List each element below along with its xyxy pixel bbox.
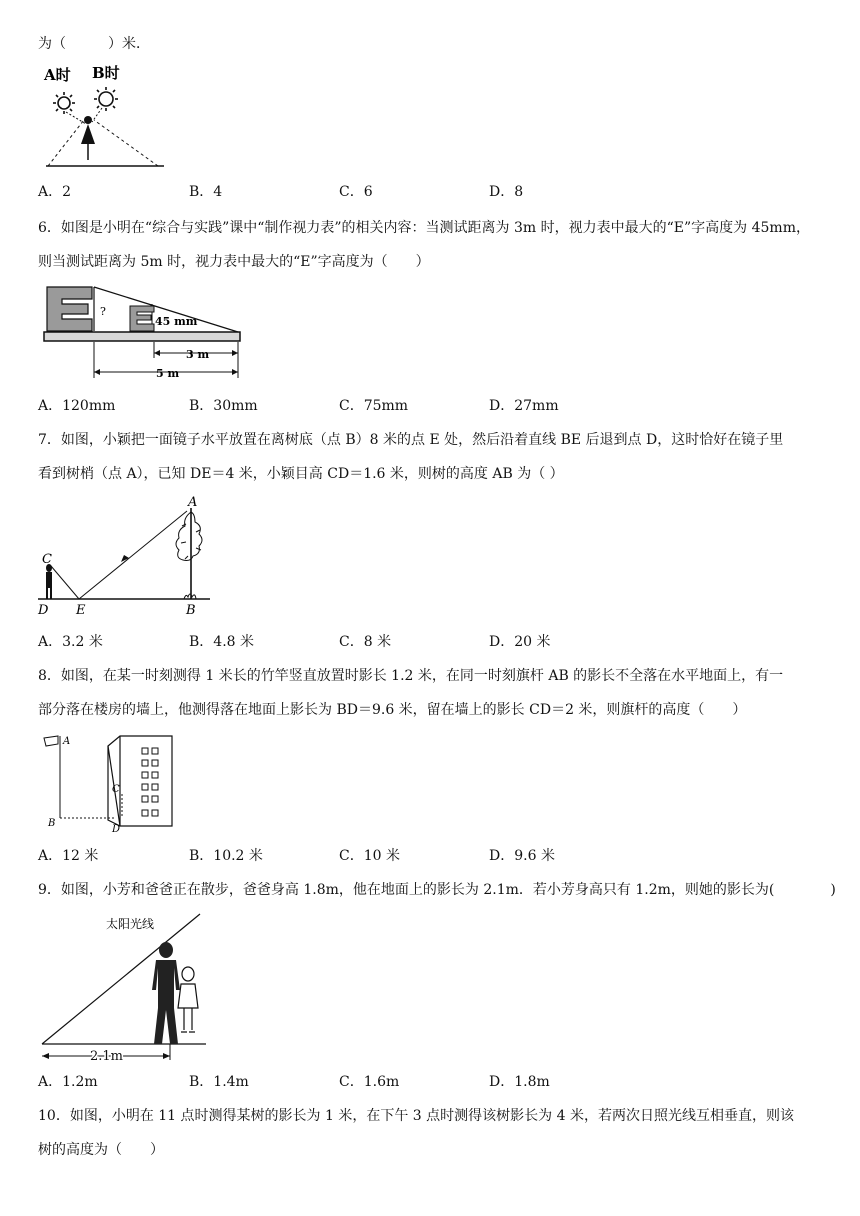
- q7-label-c: C: [42, 552, 52, 567]
- q5-option-d[interactable]: D．8: [489, 184, 524, 200]
- person-head-icon: [84, 116, 92, 124]
- flag-icon: [44, 736, 58, 746]
- daughter-icon: [178, 967, 198, 1032]
- building-icon: [108, 736, 172, 826]
- q6-option-a[interactable]: A．120mm: [38, 398, 116, 414]
- q6-figure: [42, 282, 246, 382]
- q10-stem-line1: 10．如图，小明在 11 点时测得某树的影长为 1 米，在下午 3 点时测得该树影长为 4 米，若两次日照光线互相垂直，则该: [38, 1108, 794, 1124]
- q5-figure: [40, 64, 170, 172]
- q6-option-c[interactable]: C．75mm: [339, 398, 409, 414]
- q7-label-e: E: [76, 603, 86, 618]
- q9-figure: [38, 910, 210, 1064]
- q9-option-b[interactable]: B．1.4m: [189, 1074, 249, 1090]
- q9-option-d[interactable]: D．1.8m: [489, 1074, 550, 1090]
- q5-option-c[interactable]: C．6: [339, 184, 373, 200]
- q8-label-b: B: [48, 818, 56, 829]
- q5-option-b[interactable]: B．4: [189, 184, 223, 200]
- q7-option-d[interactable]: D．20 米: [489, 634, 551, 650]
- q8-option-c[interactable]: C．10 米: [339, 848, 400, 864]
- q5-label-b: B时: [92, 64, 120, 82]
- q8-options: [38, 846, 838, 866]
- q7-figure: [36, 492, 216, 620]
- q8-label-c: C: [112, 784, 120, 795]
- q7-stem-line1: 7．如图，小颖把一面镜子水平放置在离树底（点 B）8 米的点 E 处，然后沿着直线 BE 后退到点 D，这时恰好在镜子里: [38, 432, 784, 448]
- q7-label-b: B: [186, 603, 196, 618]
- q6-options: [38, 396, 838, 416]
- q8-label-a: A: [63, 736, 71, 747]
- q8-option-a[interactable]: A．12 米: [38, 848, 99, 864]
- q7-option-a[interactable]: A．3.2 米: [38, 634, 103, 650]
- q9-stem-line1: 9．如图，小芳和爸爸正在散步，爸爸身高 1.8m，他在地面上的影长为 2.1m．若小芳身高只有 1.2m，则她的影长为( ): [38, 882, 836, 898]
- q7-options: [38, 632, 838, 652]
- q7-label-a: A: [188, 495, 198, 510]
- q7-option-c[interactable]: C．8 米: [339, 634, 392, 650]
- q5-options: [38, 182, 838, 202]
- q6-d1-label: 3 m: [186, 348, 210, 361]
- father-icon: [152, 942, 180, 1044]
- person-body-icon: [81, 124, 95, 144]
- q9-shadow-label: 2.1m: [90, 1049, 124, 1064]
- q6-unknown-label: ?: [100, 305, 106, 318]
- windows: [142, 748, 158, 816]
- small-e-letter: [130, 306, 154, 331]
- q8-option-b[interactable]: B．10.2 米: [189, 848, 263, 864]
- q9-option-c[interactable]: C．1.6m: [339, 1074, 400, 1090]
- tree-icon: [176, 508, 202, 599]
- q5-option-a[interactable]: A．2: [38, 184, 72, 200]
- q10-stem-line2: 树的高度为（ ）: [38, 1142, 164, 1158]
- q6-d2-label: 5 m: [156, 367, 180, 380]
- q6-option-b[interactable]: B．30mm: [189, 398, 258, 414]
- q8-label-d: D: [112, 824, 121, 835]
- q7-option-b[interactable]: B．4.8 米: [189, 634, 255, 650]
- q5-label-a: A时: [44, 66, 71, 84]
- q5-tail: 为（ ）米．: [38, 36, 150, 52]
- q7-stem-line2: 看到树梢（点 A），已知 DE＝4 米，小颖目高 CD＝1.6 米，则树的高度 AB 为（ ）: [38, 466, 564, 482]
- q9-ray-label: 太阳光线: [106, 917, 155, 931]
- q7-label-d: D: [38, 603, 49, 618]
- large-e-letter: [47, 287, 92, 331]
- sun-a-icon: [53, 92, 75, 114]
- q6-height-label: 45 mm: [155, 315, 198, 328]
- q6-stem-line1: 6．如图是小明在“综合与实践”课中“制作视力表”的相关内容：当测试距离为 3m 时，视力表中最大的“E”字高度为 45mm，: [38, 220, 810, 236]
- q8-stem-line1: 8．如图，在某一时刻测得 1 米长的竹竿竖直放置时影长 1.2 米，在同一时刻旗杆 AB 的影长不全落在水平地面上，有一: [38, 668, 784, 684]
- q9-options: [38, 1072, 838, 1092]
- q8-option-d[interactable]: D．9.6 米: [489, 848, 555, 864]
- person-icon: [46, 564, 52, 599]
- q6-stem-line2: 则当测试距离为 5m 时，视力表中最大的“E”字高度为（ ）: [38, 254, 430, 270]
- q9-option-a[interactable]: A．1.2m: [38, 1074, 98, 1090]
- q8-stem-line2: 部分落在楼房的墙上，他测得落在地面上影长为 BD＝9.6 米，留在墙上的影长 CD＝2 米，则旗杆的高度（ ）: [38, 702, 747, 718]
- q6-option-d[interactable]: D．27mm: [489, 398, 559, 414]
- q8-figure: [38, 730, 180, 838]
- sun-b-icon: [94, 87, 118, 111]
